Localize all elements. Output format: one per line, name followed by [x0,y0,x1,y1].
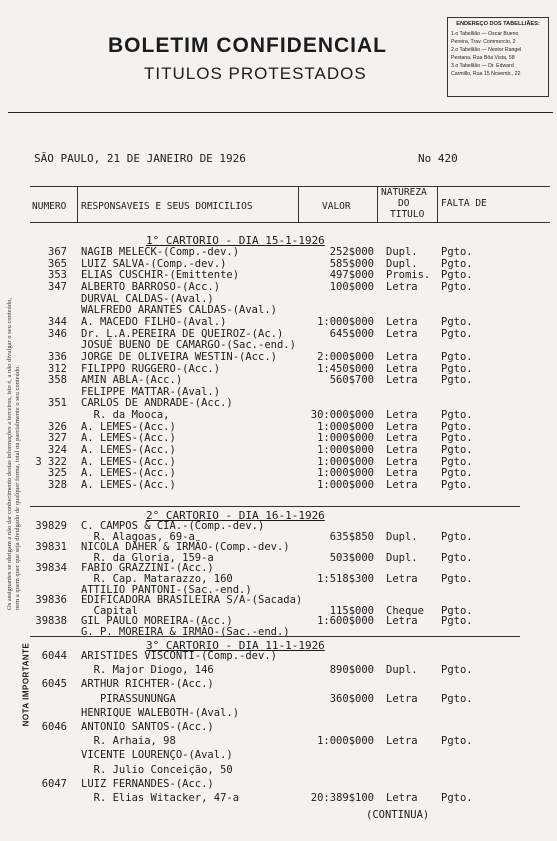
title-nature: Dupl. [386,246,418,258]
title-nature: Letra [386,280,418,293]
responsible-party: A. LEMES-(Acc.) [81,420,176,433]
title-nature: Letra [386,409,418,422]
column-divider [437,186,438,222]
title-number: 351 [48,397,67,410]
protest-reason: Pgto. [441,692,473,705]
title-value: 360$000 [329,692,374,705]
title-value: 585$000 [329,257,374,270]
title-number: 347 [48,280,67,293]
responsible-party: FILIPPO RUGGERO-(Acc.) [81,362,221,375]
protest-reason: Pgto. [441,257,473,270]
responsible-party: A. LEMES-(Acc.) [81,432,176,445]
title-nature: Letra [386,455,418,468]
protest-reason: Pgto. [441,350,473,363]
protest-reason: Pgto. [441,432,473,445]
nota-importante-label: NOTA IMPORTANTE [21,642,31,727]
title-nature: Letra [386,315,418,328]
title-value: 1:600$000 [317,615,374,628]
title-value: 1:000$000 [317,467,374,480]
bulletin-subtitle: TITULOS PROTESTADOS [144,64,367,83]
protest-reason: Pgto. [441,269,473,282]
protest-reason: Pgto. [441,530,473,543]
responsible-party: VICENTE LOURENÇO-(Aval.) [81,749,233,762]
title-value: 1:000$000 [317,420,374,433]
title-value: 890$000 [329,664,374,677]
responsible-party: GIL PAULO MOREIRA-(Acc.) [81,615,233,628]
confidentiality-notice: Os assignantes se obrigam a não dar conhecimento destas informações a terceiros, isto é, a não divulgar o seu conteúdo, nem a quem quer que seja divulgado de qualquer forma, total ou parcialmente o seu conteúdo. [6,298,21,610]
title-nature: Letra [386,444,418,457]
protest-reason: Pgto. [441,604,473,617]
title-nature: Cheque [386,604,424,617]
continua-label: (CONTINUA) [366,809,430,821]
responsible-party: A. LEMES-(Acc.) [81,479,176,491]
responsible-party: Capital [81,604,138,617]
protest-reason: Pgto. [441,735,473,748]
title-value: 1:518$300 [317,573,374,585]
title-nature: Letra [386,692,418,705]
protest-reason: Pgto. [441,615,473,628]
responsible-party: A. LEMES-(Acc.) [81,444,176,457]
responsible-party: A. LEMES-(Acc.) [81,455,176,468]
title-value: 30:000$000 [310,409,374,422]
title-nature: Dupl. [386,551,418,564]
address-line: Carmillo, Rua 15 Novemb., 22 [451,71,521,77]
responsible-party: DURVAL CALDAS-(Aval.) [81,292,214,305]
title-number: 6046 [41,721,67,733]
title-number: 325 [48,467,67,480]
title-number: 6047 [41,777,67,790]
responsible-party: WALFREDO ARANTES CALDAS-(Aval.) [81,304,277,317]
protest-reason: Pgto. [441,479,473,491]
title-value: 635$850 [329,530,374,543]
responsible-party: LUIZ SALVA-(Comp.-dev.) [81,257,227,270]
column-header-natureza: NATUREZA [381,187,427,198]
title-number: 6045 [41,678,67,691]
responsible-party: EDIFICADORA BRASILEIRA S/A-(Sacada) [81,594,303,607]
responsible-party: R. da Gloria, 159-a [81,551,214,564]
title-number: 39831 [35,541,67,554]
title-nature: Dupl. [386,664,418,677]
responsible-party: R. Major Diogo, 146 [81,664,214,677]
responsible-party: PIRASSUNUNGA [81,692,176,705]
responsible-party: ARISTIDES VISCONTI-(Comp.-dev.) [81,650,277,662]
responsible-party: HENRIQUE WALEBOTH-(Aval.) [81,706,240,719]
protest-reason: Pgto. [441,362,473,375]
title-value: 497$000 [329,269,374,282]
responsible-party: R. Cap. Matarazzo, 160 [81,573,233,585]
title-number: 346 [48,327,67,340]
title-value: 2:000$000 [317,350,374,363]
title-nature: Promis. [386,269,431,282]
title-number: 39836 [35,594,67,607]
title-nature: Letra [386,350,418,363]
column-divider [77,186,78,222]
protest-reason: Pgto. [441,444,473,457]
column-header-do: DO [398,198,410,209]
responsible-party: FABIO GRAZZINI-(Acc.) [81,562,214,575]
bulletin-number: No 420 [418,152,458,165]
responsible-party: R. Alagoas, 69-a [81,530,195,543]
title-nature: Dupl. [386,257,418,270]
column-header-numero: NUMERO [32,201,67,212]
responsible-party: AMIN ABLA-(Acc.) [81,374,183,387]
protest-reason: Pgto. [441,280,473,293]
table-top-rule [30,186,550,187]
title-nature: Dupl. [386,530,418,543]
protest-reason: Pgto. [441,409,473,422]
address-heading: ENDEREÇO DOS TABELLIÃES: [456,21,540,27]
address-line: 3.o Tabellião — Dr. Edward [451,63,514,69]
protest-reason: Pgto. [441,792,473,804]
title-nature: Letra [386,432,418,445]
title-nature: Letra [386,573,418,585]
protest-reason: Pgto. [441,327,473,340]
title-number: 327 [48,432,67,445]
address-line: Pestana, Rua Bôa Vista, 58 [451,55,515,61]
title-value: 1:000$000 [317,735,374,748]
responsible-party: CARLOS DE ANDRADE-(Acc.) [81,397,233,410]
protest-reason: Pgto. [441,420,473,433]
column-header-titulo: TITULO [390,209,425,220]
title-nature: Letra [386,615,418,628]
title-number: 326 [48,420,67,433]
title-value: 1:000$000 [317,444,374,457]
title-value: 1:000$000 [317,432,374,445]
column-header-falta: FALTA DE [441,198,487,209]
section-separator [30,506,520,507]
responsible-party: FELIPPE MATTAR-(Aval.) [81,385,221,398]
title-value: 1:000$000 [317,315,374,328]
responsible-party: JORGE DE OLIVEIRA WESTIN-(Acc.) [81,350,277,363]
title-value: 560$700 [329,374,374,387]
address-line: 1.o Tabellião — Oscar Bueno [451,31,519,37]
column-divider [298,186,299,222]
protest-reason: Pgto. [441,467,473,480]
title-nature: Letra [386,735,418,748]
title-number: 312 [48,362,67,375]
title-nature: Letra [386,374,418,387]
title-number: 6044 [41,650,67,662]
title-number: 39829 [35,520,67,532]
cartorio-heading: 1° CARTORIO - DIA 15-1-1926 [146,234,325,247]
column-header-valor: VALOR [322,201,351,212]
responsible-party: NAGIB MELECK-(Comp.-dev.) [81,246,240,258]
bulletin-title: BOLETIM CONFIDENCIAL [108,34,387,57]
title-value: 1:450$000 [317,362,374,375]
responsible-party: G. P. MOREIRA & IRMÃO-(Sac.-end.) [81,626,290,638]
protest-reason: Pgto. [441,573,473,585]
title-value: 20:389$100 [310,792,374,804]
title-value: 252$000 [329,246,374,258]
title-value: 1:000$000 [317,455,374,468]
protest-reason: Pgto. [441,315,473,328]
responsible-party: ALBERTO BARROSO-(Acc.) [81,280,221,293]
title-number: 39834 [35,562,67,575]
title-value: 503$000 [329,551,374,564]
protest-reason: Pgto. [441,455,473,468]
title-number: 39838 [35,615,67,628]
title-number: 324 [48,444,67,457]
notary-address-box [447,17,549,97]
responsible-party: R. Arhaia, 98 [81,735,176,748]
responsible-party: ATTILIO PANTONI-(Sac.-end.) [81,583,252,596]
title-value: 115$000 [329,604,374,617]
protest-reason: Pgto. [441,246,473,258]
title-number: 328 [48,479,67,491]
responsible-party: Dr. L.A.PEREIRA DE QUEIROZ-(Ac.) [81,327,284,340]
title-value: 1:000$000 [317,479,374,491]
date-line: SÃO PAULO, 21 DE JANEIRO DE 1926 [34,152,246,165]
title-number: 3 322 [35,455,67,468]
protest-reason: Pgto. [441,551,473,564]
title-nature: Letra [386,467,418,480]
title-value: 645$000 [329,327,374,340]
responsible-party: C. CAMPOS & CIA.-(Comp.-dev.) [81,520,265,532]
cartorio-heading: 2° CARTORIO - DIA 16-1-1926 [146,509,325,522]
title-number: 367 [48,246,67,258]
title-nature: Letra [386,420,418,433]
cartorio-heading: 3° CARTORIO - DIA 11-1-1926 [146,639,325,652]
title-nature: Letra [386,479,418,491]
responsible-party: A. LEMES-(Acc.) [81,467,176,480]
title-nature: Letra [386,327,418,340]
title-nature: Letra [386,792,418,804]
responsible-party: ELIAS CUSCHIR-(Emittente) [81,269,240,282]
responsible-party: JOSUÉ BUENO DE CAMARGO-(Sac.-end.) [81,339,296,352]
table-header-rule [30,222,550,223]
responsible-party: R. Elias Witacker, 47-a [81,792,240,804]
address-line: Pereira, Trav. Commercio, 2 [451,39,516,45]
responsible-party: NICOLA DAHER & IRMÃO-(Comp.-dev.) [81,541,290,554]
title-number: 353 [48,269,67,282]
responsible-party: ARTHUR RICHTER-(Acc.) [81,678,214,691]
title-number: 365 [48,257,67,270]
address-line: 2.o Tabellião — Nestor Rangel [451,47,522,53]
protest-reason: Pgto. [441,374,473,387]
title-nature: Letra [386,362,418,375]
protest-reason: Pgto. [441,664,473,677]
title-number: 358 [48,374,67,387]
column-divider [377,186,378,222]
column-header-responsaveis: RESPONSAVEIS E SEUS DOMICILIOS [81,201,253,212]
responsible-party: R. da Mooca, [81,409,170,422]
section-separator [30,636,520,637]
responsible-party: R. Julio Conceição, 50 [81,763,233,776]
responsible-party: A. MACEDO FILHO-(Aval.) [81,315,227,328]
header-divider [8,112,553,113]
title-value: 100$000 [329,280,374,293]
title-number: 336 [48,350,67,363]
responsible-party: LUIZ FERNANDES-(Acc.) [81,777,214,790]
responsible-party: ANTONIO SANTOS-(Acc.) [81,721,214,733]
title-number: 344 [48,315,67,328]
